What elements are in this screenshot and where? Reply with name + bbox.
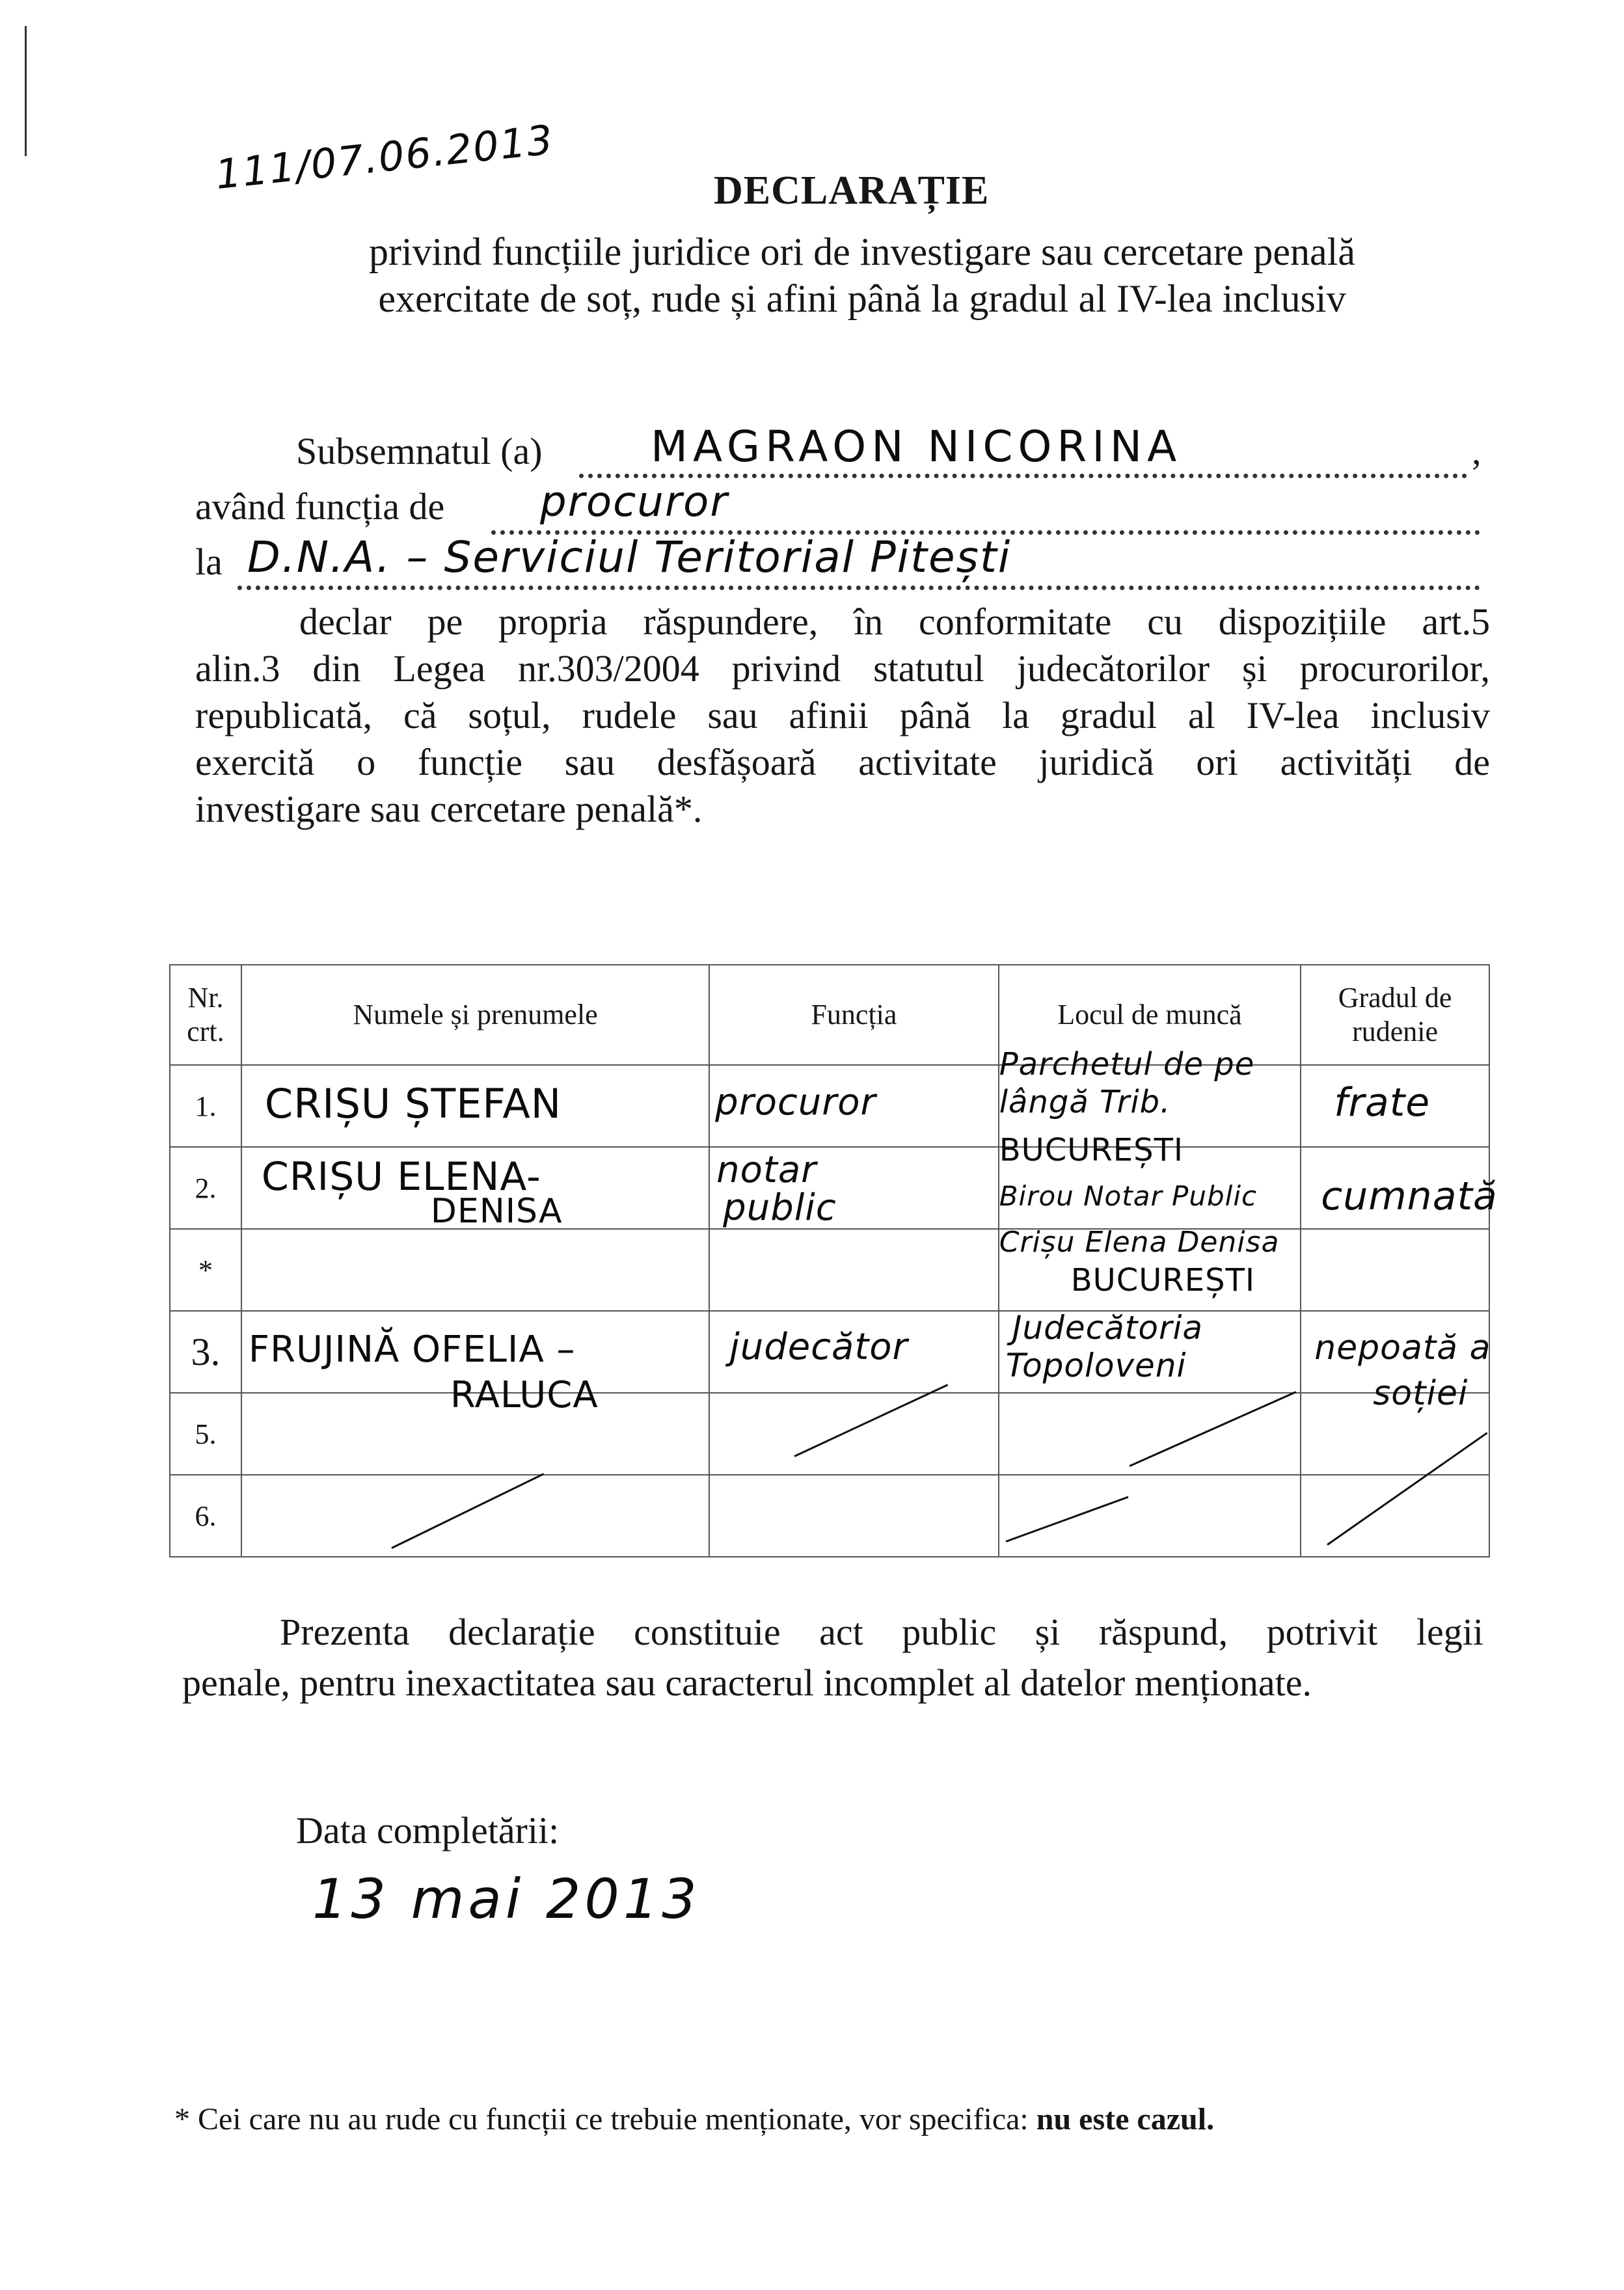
cell-name	[241, 1065, 709, 1147]
function-handwriting: judecător	[729, 1326, 908, 1368]
workplace-handwriting: lângă Trib.	[999, 1084, 1171, 1120]
cell-degree	[1301, 1475, 1489, 1557]
cell-workplace	[999, 1132, 1301, 1229]
location-value: D.N.A. – Serviciul Teritorial Pitești	[247, 532, 1012, 582]
name-dotted-line	[579, 474, 1467, 478]
row-number: *	[170, 1229, 241, 1311]
table-row	[170, 1147, 1489, 1229]
workplace-handwriting: Crișu Elena Denisa	[999, 1226, 1280, 1259]
scan-edge-mark	[25, 26, 27, 156]
name-value: MAGRAON NICORINA	[651, 422, 1182, 472]
header-function: Funcția	[709, 965, 999, 1065]
name-handwriting: CRIȘU ELENA-	[261, 1154, 541, 1200]
cell-function	[709, 1065, 999, 1147]
statement-line: republicată, că soțul, rudele sau afinii până la gradul al IV-lea inclusiv	[195, 694, 1490, 736]
cell-workplace	[999, 1226, 1301, 1311]
statement-line: exercită o funcție sau desfășoară activitate juridică ori activități de	[195, 741, 1490, 783]
date-label: Data completării:	[296, 1809, 560, 1852]
table-row	[170, 1393, 1489, 1475]
cell-function	[709, 1393, 999, 1475]
cell-degree	[1301, 1374, 1489, 1475]
cell-name	[241, 1147, 709, 1229]
subtitle-line-2: exercitate de soț, rude și afini până la gradul al IV-lea inclusiv	[378, 277, 1346, 320]
closing-paragraph	[182, 1607, 1483, 1708]
header-nr: Nr. crt.	[170, 965, 241, 1065]
statement-line: alin.3 din Legea nr.303/2004 privind statutul judecătorilor și procurorilor,	[195, 647, 1490, 690]
registration-number: 111/07.06.2013	[213, 115, 556, 199]
footnote	[174, 2101, 1214, 2137]
cell-function	[709, 1475, 999, 1557]
footnote-text: * Cei care nu au rude cu funcții ce trebuie menționate, vor specifica:	[174, 2102, 1029, 2136]
name-handwriting: DENISA	[430, 1192, 563, 1231]
workplace-handwriting: Birou Notar Public	[999, 1180, 1258, 1212]
statement-line: investigare sau cercetare penală*.	[195, 788, 703, 830]
empty-mark	[391, 1473, 544, 1549]
function-handwriting: public	[723, 1187, 837, 1229]
location-dotted-line	[237, 586, 1480, 590]
workplace-handwriting: BUCUREȘTI	[999, 1132, 1184, 1168]
statement-line: declar pe propria răspundere, în conformitate cu dispozițiile art.5	[299, 600, 1490, 643]
statement-paragraph	[195, 599, 1490, 833]
relatives-table	[169, 964, 1498, 1557]
table-row	[170, 1229, 1489, 1311]
cell-degree	[1301, 1229, 1489, 1311]
degree-handwriting: soției	[1373, 1374, 1468, 1413]
name-label: Subsemnatul (a)	[296, 430, 543, 472]
degree-handwriting: frate	[1334, 1080, 1431, 1125]
location-label: la	[195, 541, 223, 583]
cell-function	[709, 1147, 999, 1229]
cell-function	[709, 1229, 999, 1311]
table-row	[170, 1311, 1489, 1393]
row-number: 5.	[170, 1393, 241, 1475]
row-number: 1.	[170, 1065, 241, 1147]
cell-workplace	[999, 1311, 1301, 1393]
table-row	[170, 1065, 1489, 1147]
subtitle-line-1: privind funcțiile juridice ori de investigare sau cercetare penală	[369, 230, 1355, 273]
empty-mark	[1129, 1391, 1296, 1467]
function-handwriting: procuror	[715, 1081, 876, 1124]
cell-workplace	[999, 1475, 1301, 1557]
date-value: 13 mai 2013	[312, 1867, 701, 1931]
row-number: 2.	[170, 1147, 241, 1229]
closing-line: Prezenta declarație constituie act public și răspund, potrivit legii	[280, 1611, 1483, 1653]
header-workplace: Locul de muncă	[999, 965, 1301, 1065]
workplace-handwriting: Topoloveni	[1005, 1347, 1187, 1384]
name-handwriting: CRIȘU ȘTEFAN	[264, 1080, 562, 1127]
cell-name	[241, 1475, 709, 1557]
cell-degree	[1301, 1065, 1489, 1147]
header-degree: Gradul de rudenie	[1301, 965, 1489, 1065]
empty-mark	[794, 1384, 949, 1457]
workplace-handwriting: Judecătoria	[1012, 1309, 1204, 1347]
empty-mark	[1005, 1496, 1128, 1542]
row-number: 6.	[170, 1475, 241, 1557]
header-name: Numele și prenumele	[241, 965, 709, 1065]
closing-line: penale, pentru inexactitatea sau caracterul incomplet al datelor menționate.	[182, 1662, 1312, 1704]
function-handwriting: notar	[716, 1149, 817, 1191]
degree-handwriting: nepoată a	[1314, 1328, 1491, 1367]
function-value: procuror	[540, 478, 729, 526]
cell-workplace	[999, 1393, 1301, 1475]
name-handwriting: RALUCA	[450, 1374, 599, 1416]
function-label: având funcția de	[195, 485, 445, 528]
name-handwriting: FRUJINĂ OFELIA –	[248, 1328, 576, 1371]
cell-name	[241, 1229, 709, 1311]
table-row	[170, 1475, 1489, 1557]
cell-degree	[1301, 1147, 1498, 1229]
row-number: 3.	[170, 1311, 241, 1393]
workplace-handwriting: BUCUREȘTI	[1070, 1262, 1256, 1299]
cell-name	[241, 1374, 709, 1475]
footnote-emphasis: nu este cazul.	[1036, 2102, 1215, 2136]
table-header-row	[170, 965, 1489, 1065]
cell-function	[709, 1311, 999, 1393]
workplace-handwriting: Parchetul de pe	[999, 1046, 1255, 1083]
document-title: DECLARAȚIE	[714, 168, 990, 213]
name-comma: ,	[1472, 430, 1482, 472]
degree-handwriting: cumnată	[1321, 1174, 1498, 1219]
